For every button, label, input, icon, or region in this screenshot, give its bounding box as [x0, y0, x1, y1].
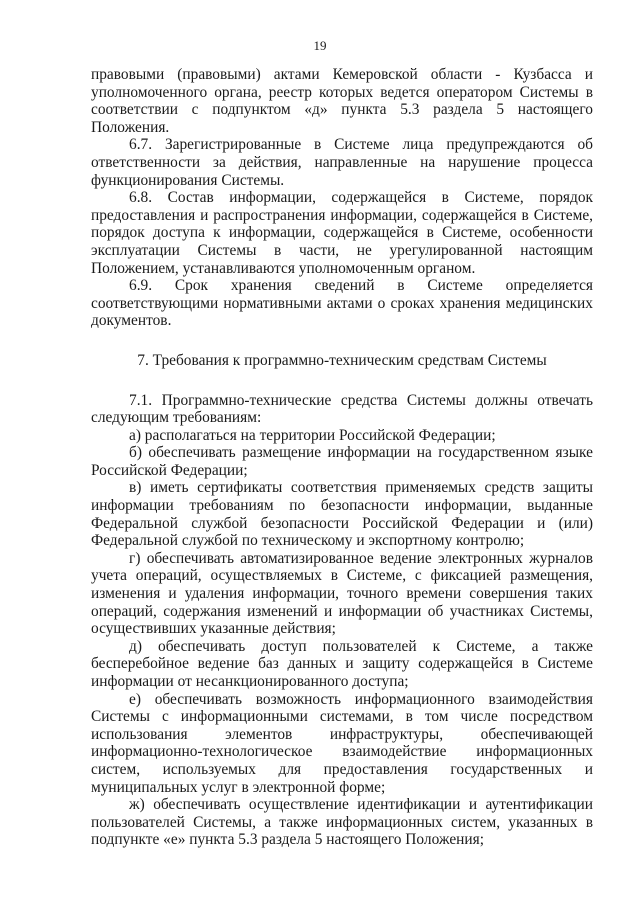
section-7-heading: 7. Требования к программно-техническим средствам Системы: [137, 351, 547, 369]
paragraph-6-9: 6.9. Срок хранения сведений в Системе определяется соответствующими нормативными актами о сроках хранения медицинских документов.: [91, 277, 593, 330]
paragraph-7-1: 7.1. Программно-технические средства Системы должны отвечать следующим требованиям:: [91, 391, 593, 427]
paragraph-6-7: 6.7. Зарегистрированные в Системе лица предупреждаются об ответственности за действия, направленные на нарушение процесса функционирования Системы.: [91, 136, 593, 189]
list-item-d: д) обеспечивать доступ пользователей к Системе, а также бесперебойное ведение баз данных и защиту содержащейся в Системе информации от несанкционированного доступа;: [91, 637, 593, 690]
list-item-a: а) располагаться на территории Российской Федерации;: [129, 426, 496, 444]
paragraph-continuation: правовыми (правовыми) актами Кемеровской области - Кузбасса и уполномоченного органа, реестр которых ведется оператором Системы в соответствии с подпунктом «д» пункта 5.3 раздела 5 настоящего Положения.: [91, 66, 593, 136]
page-number: 19: [313, 38, 327, 53]
list-item-g: г) обеспечивать автоматизированное ведение электронных журналов учета операций, осуществляемых в Системе, с фиксацией размещения, изменения и удаления информации, точного времени совершения таких операций, содержания изменений и информации об участниках Системы, осуществивших указанные действия;: [91, 549, 593, 638]
list-item-v: в) иметь сертификаты соответствия применяемых средств защиты информации требованиям по безопасности информации, выданные Федеральной службой безопасности Российской Федерации и (или) Федеральной службой по техническому и экспортному контролю;: [91, 479, 593, 550]
document-body: [91, 66, 593, 849]
list-item-zh: ж) обеспечивать осуществление идентификации и аутентификации пользователей Системы, а также информационных систем, указанных в подпункте «е» пункта 5.3 раздела 5 настоящего Положения;: [91, 796, 593, 849]
list-item-b: б) обеспечивать размещение информации на государственном языке Российской Федерации;: [91, 444, 593, 479]
paragraph-6-8: 6.8. Состав информации, содержащейся в Системе, порядок предоставления и распространения информации, содержащейся в Системе, порядок доступа к информации, содержащейся в Системе, особенности эксплуатации Системы в части, не урегулированной настоящим Положением, устанавливаются уполномоченным органом.: [91, 189, 593, 277]
list-item-e: е) обеспечивать возможность информационного взаимодействия Системы с информационными системами, в том числе посредством использования элементов инфраструктуры, обеспечивающей информационно-технологическое взаимодействие информационных систем, используемых для предоставления государственных и муниципальных услуг в электронной форме;: [91, 690, 593, 796]
